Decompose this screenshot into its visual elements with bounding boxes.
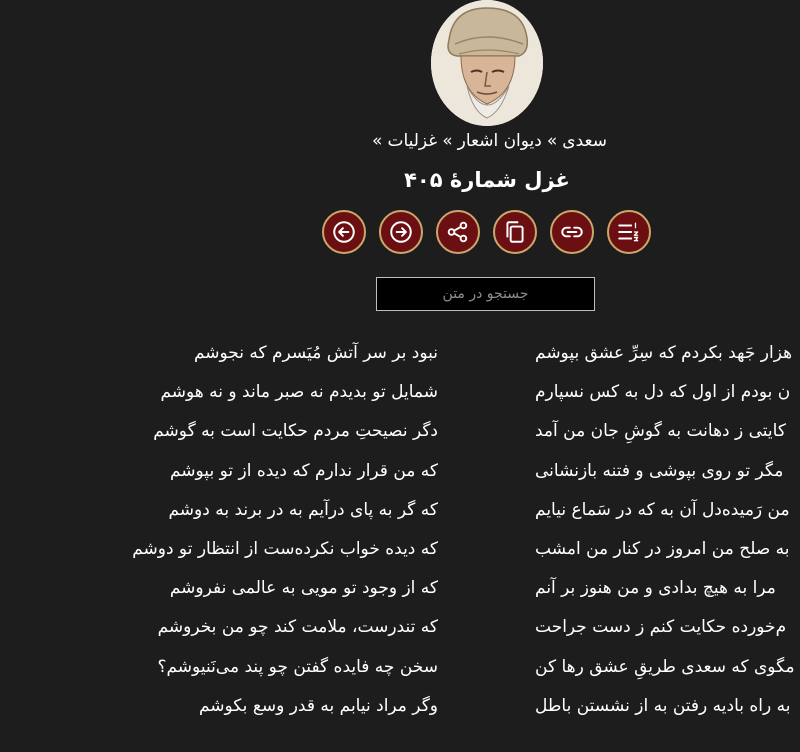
verse-second-hemistich: نبود بر سر آتش مُیَسرم که نجوشم [193, 343, 438, 363]
breadcrumb-link-saadi[interactable]: سعدی [562, 131, 607, 151]
verse-second-hemistich: که تندرست، ملامت کند چو من بخروشم [157, 617, 438, 637]
verse-first-hemistich: من رَمیده‌دل آن به که در سَماع نیایم [535, 500, 790, 520]
verse-first-hemistich: مگوی که سعدی طریقِ عشق رها کن [535, 657, 795, 677]
verse-second-hemistich: که دیده خواب نکرده‌ست از انتظار تو دوشم [132, 539, 438, 559]
verse-second-hemistich: که من قرار ندارم که دیده از تو بپوشم [169, 461, 438, 481]
breadcrumb-separator: » [546, 131, 558, 151]
breadcrumb-separator: » [442, 131, 453, 151]
verse-first-hemistich: هزار جَهد بکردم که سِرِّ عشق بپوشم [535, 343, 793, 363]
breadcrumb-link-ghazaliat[interactable]: غزلیات [387, 131, 438, 151]
page-title: غزل شمارهٔ ۴۰۵ [404, 168, 570, 192]
verse-second-hemistich: سخن چه فایده گفتن چو پند می‌نَنیوشم؟ [157, 657, 438, 677]
verse-first-hemistich: م‌خورده حکایت کنم ز دست جراحت [535, 617, 787, 637]
verse-first-hemistich: به راه بادیه رفتن به از نشستن باطل [535, 696, 791, 716]
verse-first-hemistich: به صلح من امروز در کنار من امشب [535, 539, 790, 559]
breadcrumb-link-divan[interactable]: دیوان اشعار [457, 131, 542, 151]
breadcrumb-separator: » [372, 131, 383, 151]
verse-first-hemistich: مگر تو روی بپوشی و فتنه بازنشانی [535, 461, 784, 481]
verse-second-hemistich: که گر به پای درآیم به در برند به دوشم [168, 500, 438, 520]
verse-second-hemistich: که از وجود تو مویی به عالمی نفروشم [169, 578, 438, 598]
verse-second-hemistich: شمایل تو بدیدم نه صبر ماند و نه هوشم [160, 382, 438, 402]
verse-first-hemistich: ن بودم از اول که دل به کس نسپارم [535, 382, 791, 402]
verse-second-hemistich: وگر مراد نیابم به قدر وسع بکوشم [198, 696, 438, 716]
verse-second-hemistich: دگر نصیحتِ مردم حکایت است به گوشم [153, 421, 438, 441]
verse-first-hemistich: مرا به هیچ بدادی و من هنوز بر آنم [535, 578, 776, 598]
verse-first-hemistich: کایتی ز دهانت به گوشِ جان من آمد [535, 421, 786, 441]
